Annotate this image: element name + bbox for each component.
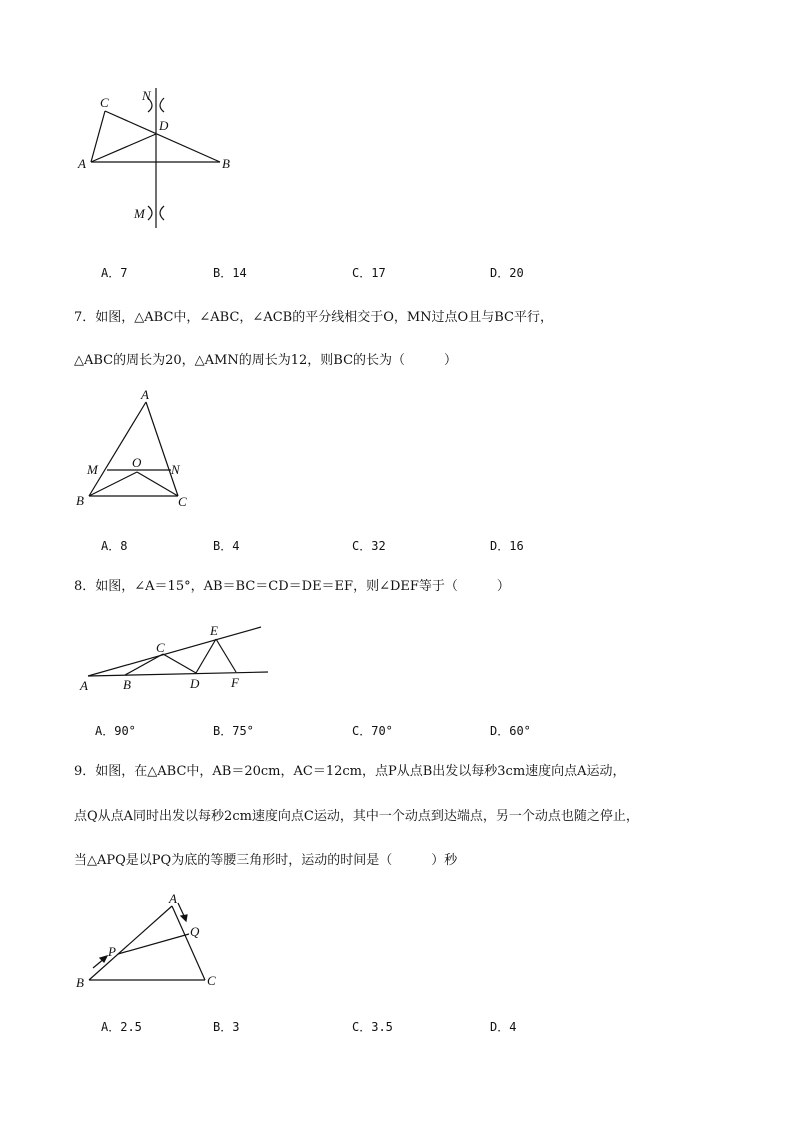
label-a: A xyxy=(78,156,86,171)
label-d: D xyxy=(190,676,200,691)
label-o: O xyxy=(132,455,142,470)
figure-q8-shapes xyxy=(88,627,268,676)
q7-text-line-2: △ABC的周长为20，△AMN的周长为12，则BC的长为（ ） xyxy=(74,353,458,368)
arc-m-left xyxy=(148,206,152,220)
q7-option-d: D．16 xyxy=(490,539,524,553)
q9-text-line-2: 点Q从点A同时出发以每秒2cm速度向点C运动，其中一个动点到达端点，另一个动点也随之停止， xyxy=(74,809,639,824)
label-c: C xyxy=(178,494,187,509)
q9-text-line-3: 当△APQ是以PQ为底的等腰三角形时，运动的时间是（ ）秒 xyxy=(74,853,458,868)
ray-upper xyxy=(88,627,261,676)
q6-option-c: C．17 xyxy=(352,266,386,280)
q9-option-b: B．3 xyxy=(213,1020,240,1034)
segment-ac xyxy=(91,111,105,162)
label-n: N xyxy=(171,462,180,477)
q7-option-c: C．32 xyxy=(352,539,386,553)
figure-q9-shapes xyxy=(89,903,205,980)
segment-cd xyxy=(163,654,196,673)
q8-option-d: D．60° xyxy=(490,724,531,738)
label-f: F xyxy=(231,675,239,690)
q9-option-d: D．4 xyxy=(490,1020,517,1034)
ray-lower xyxy=(88,672,268,676)
label-b: B xyxy=(123,677,131,692)
q8-text-line-1: 8．如图，∠A＝15°，AB＝BC＝CD＝DE＝EF，则∠DEF等于（ ） xyxy=(74,579,510,594)
figure-q6 xyxy=(70,80,250,240)
label-d: D xyxy=(159,118,169,133)
label-a: A xyxy=(141,387,149,402)
segment-ac xyxy=(146,402,178,496)
label-m: M xyxy=(134,206,145,221)
segment-ad xyxy=(91,134,156,162)
q7-option-a: A．8 xyxy=(101,539,128,553)
q9-option-a: A．2.5 xyxy=(101,1020,142,1034)
figure-q7 xyxy=(70,388,210,518)
q7-text-line-1: 7．如图，△ABC中，∠ABC，∠ACB的平分线相交于O，MN过点O且与BC平行， xyxy=(74,310,553,325)
figure-q9 xyxy=(70,890,240,995)
label-c: C xyxy=(100,95,109,110)
q6-option-b: B．14 xyxy=(213,266,247,280)
q9-option-c: C．3.5 xyxy=(352,1020,393,1034)
label-a: A xyxy=(169,891,177,906)
label-b: B xyxy=(76,975,84,990)
figure-q6-shapes xyxy=(91,88,220,228)
q9-text-line-1: 9．如图，在△ABC中，AB＝20cm，AC＝12cm，点P从点B出发以每秒3cm速度向点A运动， xyxy=(74,764,626,779)
label-m: M xyxy=(87,462,98,477)
segment-ef xyxy=(216,639,236,672)
label-e: E xyxy=(210,623,218,638)
q8-option-b: B．75° xyxy=(213,724,254,738)
label-a: A xyxy=(80,678,88,693)
q6-option-a: A．7 xyxy=(101,266,128,280)
label-p: P xyxy=(108,944,116,959)
q7-option-b: B．4 xyxy=(213,539,240,553)
q8-option-c: C．70° xyxy=(352,724,393,738)
label-n: N xyxy=(142,88,151,103)
q8-option-a: A．90° xyxy=(95,724,136,738)
label-q: Q xyxy=(190,924,200,939)
segment-ba xyxy=(89,906,172,980)
segment-ac xyxy=(172,906,205,980)
arc-n-right xyxy=(160,98,164,112)
figure-q7-shapes xyxy=(89,402,178,496)
q6-option-d: D．20 xyxy=(490,266,524,280)
label-c: C xyxy=(156,640,165,655)
arrow-aq-head xyxy=(181,915,187,921)
figure-q8 xyxy=(70,612,280,694)
label-b: B xyxy=(222,156,230,171)
label-c: C xyxy=(207,973,216,988)
label-b: B xyxy=(76,493,84,508)
arc-m-right xyxy=(160,206,164,220)
